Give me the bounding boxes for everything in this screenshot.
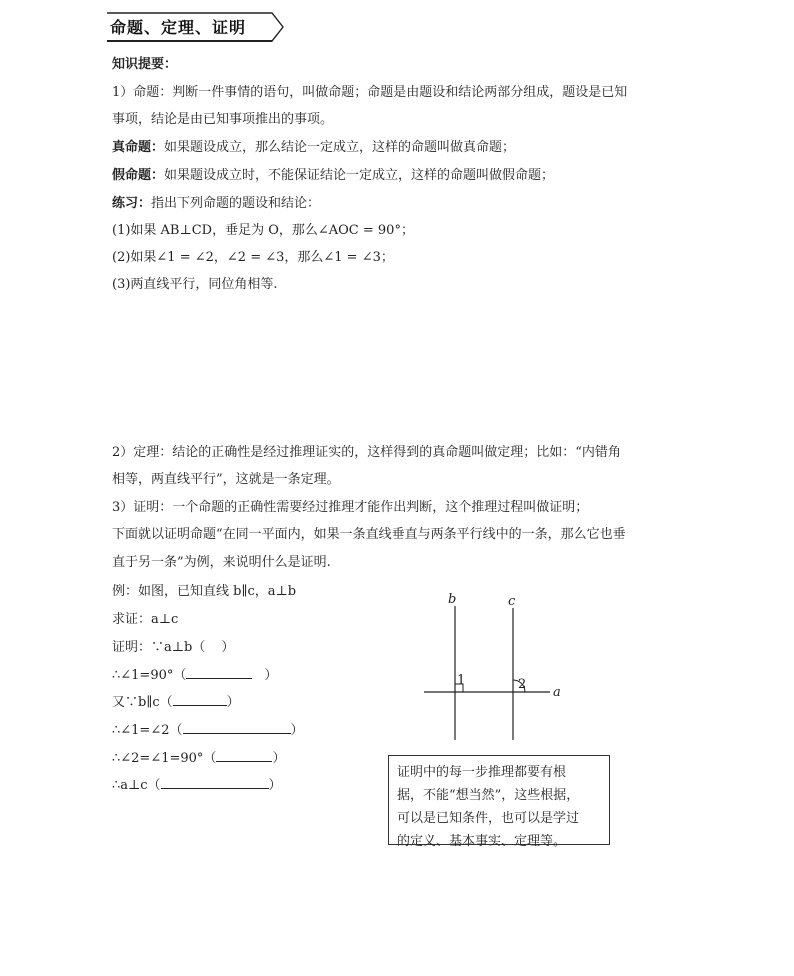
proof-step-6-pre: ∴a⊥c（ <box>112 778 161 793</box>
proof-step-1-pre: 证明：∵a⊥b（ <box>112 640 206 655</box>
proof-step-4-pre: ∴∠1=∠2（ <box>112 723 183 738</box>
label-angle-1: 1 <box>457 673 466 688</box>
exercise-label: 练习： <box>112 196 152 211</box>
knowledge-heading: 知识提要： <box>112 57 178 72</box>
note-line-3: 可以是已知条件，也可以是学过 <box>397 811 580 826</box>
proof-step-5-post: ） <box>272 751 286 766</box>
proof-step-1 <box>112 636 234 655</box>
proof-step-3-blank[interactable] <box>173 693 227 706</box>
example-statement: 例：如图，已知直线 b∥c，a⊥b <box>112 584 297 599</box>
label-c: c <box>508 594 516 609</box>
false-proposition-text: 如果题设成立时，不能保证结论一定成立，这样的命题叫做假命题； <box>164 168 555 183</box>
exercise-item-3: (3)两直线平行，同位角相等. <box>112 277 278 292</box>
proof-step-6-post: ） <box>268 778 282 793</box>
false-proposition-label: 假命题： <box>112 168 165 183</box>
proof-step-3 <box>112 691 240 710</box>
proof-step-2-post: ） <box>264 668 278 683</box>
proof-step-5-pre: ∴∠2=∠1=90°（ <box>112 751 217 766</box>
note-line-4: 的定义、基本事实、定理等。 <box>397 834 567 849</box>
parallel-lines-figure <box>410 588 580 748</box>
proof-step-2 <box>112 664 277 683</box>
false-proposition-def <box>112 164 554 183</box>
proof-step-6 <box>112 774 282 793</box>
exercise-item-1: (1)如果 AB⊥CD，垂足为 O，那么∠AOC = 90°； <box>112 223 414 238</box>
proof-goal: 求证：a⊥c <box>112 612 179 627</box>
exercise-line <box>112 192 320 211</box>
proof-step-2-blank[interactable] <box>186 666 252 679</box>
exercise-item-2: (2)如果∠1 = ∠2，∠2 = ∠3，那么∠1 = ∠3； <box>112 250 394 265</box>
proof-step-2-pre: ∴∠1=90°（ <box>112 668 187 683</box>
note-line-1: 证明中的每一步推理都要有根 <box>397 765 567 780</box>
theorem-def-line2: 相等，两直线平行”，这就是一条定理。 <box>112 472 340 487</box>
section-title: 命题、定理、证明 <box>110 18 247 37</box>
true-proposition-text: 如果题设成立，那么结论一定成立，这样的命题叫做真命题； <box>164 140 516 155</box>
label-b: b <box>448 592 457 607</box>
theorem-def-line1: 2）定理：结论的正确性是经过推理证实的，这样得到的真命题叫做定理；比如：“内错角 <box>112 445 621 460</box>
proof-step-5 <box>112 747 285 766</box>
proof-def: 3）证明：一个命题的正确性需要经过推理才能作出判断，这个推理过程叫做证明； <box>112 500 589 515</box>
label-angle-2: 2 <box>518 677 527 692</box>
proposition-def-line2: 事项，结论是由已知事项推出的事项。 <box>112 112 334 127</box>
proof-step-6-blank[interactable] <box>161 776 269 789</box>
proof-step-4 <box>112 719 304 738</box>
label-a: a <box>553 685 561 700</box>
exercise-text: 指出下列命题的题设和结论： <box>151 196 321 211</box>
proof-intro-line2: 直于另一条”为例，来说明什么是证明. <box>112 555 331 570</box>
proof-step-4-post: ） <box>290 723 304 738</box>
note-line-2: 据，不能“想当然”，这些根据， <box>397 788 580 803</box>
proof-step-5-blank[interactable] <box>216 749 272 762</box>
proof-step-4-blank[interactable] <box>183 721 291 734</box>
true-proposition-label: 真命题： <box>112 140 165 155</box>
proof-intro-line1: 下面就以证明命题“在同一平面内，如果一条直线垂直与两条平行线中的一条，那么它也垂 <box>112 527 626 542</box>
note-box <box>388 755 610 849</box>
proposition-def-line1: 1）命题：判断一件事情的语句，叫做命题；命题是由题设和结论两部分组成，题设是已知 <box>112 85 628 100</box>
proof-step-1-post: ） <box>221 640 235 655</box>
proof-step-3-pre: 又∵b∥c（ <box>112 695 173 710</box>
true-proposition-def <box>112 136 515 155</box>
proof-step-3-post: ） <box>226 695 240 710</box>
